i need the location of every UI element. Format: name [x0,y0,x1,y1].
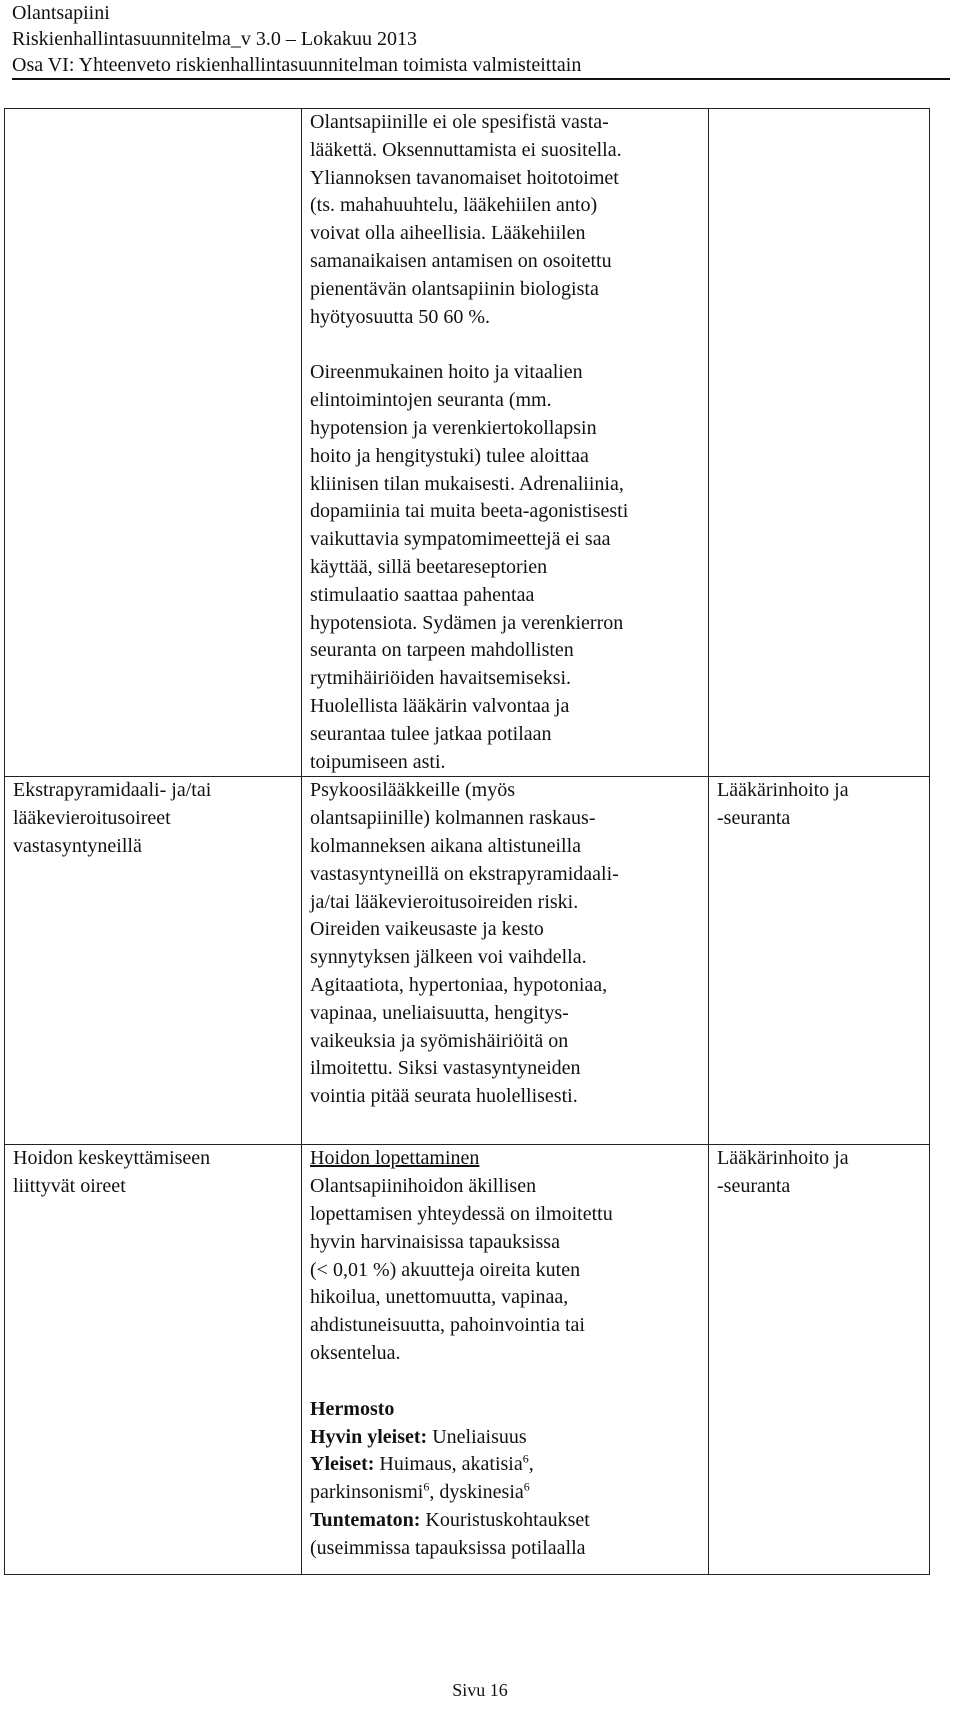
frequency-line: Hyvin yleiset: Uneliaisuus [310,1425,527,1448]
table-row [5,1145,930,1575]
text-line: olantsapiinille) kolmannen raskaus- [310,807,596,830]
text-line: käyttää, sillä beetareseptorien [310,555,548,578]
text-line: kolmanneksen aikana altistuneilla [310,834,582,857]
text-line: vapinaa, uneliaisuutta, hengitys- [310,1001,569,1024]
text-line: Hoidon keskeyttämiseen [13,1147,211,1170]
text-line: oksentelua. [310,1341,401,1364]
responsibility-cell [709,1145,930,1575]
text-line: hypotensiota. Sydämen ja verenkierron [310,611,624,634]
measures-cell [302,777,709,1145]
text-line: synnytyksen jälkeen voi vaihdella. [310,946,587,969]
document-title: Olantsapiini [12,2,110,24]
text-line: Ekstrapyramidaali- ja/tai [13,779,212,802]
table-row [5,109,930,777]
text-line: -seuranta [717,1175,791,1198]
paragraph [310,109,700,331]
text-line: Olantsapiinille ei ole spesifistä vasta- [310,111,609,133]
text-line: ahdistuneisuutta, pahoinvointia tai [310,1314,585,1337]
table-row [5,777,930,1145]
text-line: lääkevieroitusoireet [13,807,171,830]
text-line: Agitaatiota, hypertoniaa, hypotoniaa, [310,973,608,996]
text-line: vointia pitää seurata huolellisesti. [310,1085,578,1108]
text-line: ja/tai lääkevieroitusoireiden riski. [310,890,579,913]
section-heading: Hoidon lopettaminen [310,1147,480,1170]
header-rule [12,78,950,80]
frequency-line: Yleiset: Huimaus, akatisia$^6$, [310,1451,534,1476]
section-title: Osa VI: Yhteenveto riskienhallintasuunnitelman toimista valmisteittain [12,54,582,76]
text-line: seuranta on tarpeen mahdollisten [310,639,574,662]
risk-cell [5,109,302,777]
text-line: vaikeuksia ja syömishäiriöitä on [310,1029,569,1052]
text-line: hikoilua, unettomuutta, vapinaa, [310,1286,569,1309]
paragraph [310,359,700,776]
text-line: lääkettä. Oksennuttamista ei suositella. [310,138,622,161]
text-line: hyvin harvinaisissa tapauksissa [310,1230,560,1253]
text-line: samanaikaisen antamisen on osoitettu [310,249,612,272]
risk-cell [5,777,302,1145]
text-line: toipumiseen asti. [310,750,446,773]
text-line: Yliannoksen tavanomaiset hoitotoimet [310,166,619,189]
page-number: Sivu 16 [452,1680,508,1700]
text-line: vastasyntyneillä on ekstrapyramidaali- [310,862,619,885]
frequency-line: parkinsonismi$^6$, dyskinesia$^6$ [310,1479,530,1504]
text-line: Psykoosilääkkeille (myös [310,779,515,802]
text-line: voivat olla aiheellisia. Lääkehiilen [310,222,586,245]
text-line: ilmoitettu. Siksi vastasyntyneiden [310,1057,581,1080]
text-line: Oireiden vaikeusaste ja kesto [310,918,544,941]
text-line: -seuranta [717,807,791,830]
text-line: Oireenmukainen hoito ja vitaalien [310,361,583,384]
page-header [12,0,950,78]
text-line: kliinisen tilan mukaisesti. Adrenaliinia, [310,472,624,495]
measures-cell [302,1145,709,1575]
measures-cell [302,109,709,777]
text-line: Lääkärinhoito ja [717,779,849,802]
text-line: (< 0,01 %) akuutteja oireita kuten [310,1258,581,1281]
document-version: Riskienhallintasuunnitelma_v 3.0 – Lokakuu 2013 [12,28,417,50]
text-line: (useimmissa tapauksissa potilaalla [310,1536,586,1559]
text-line: hoito ja hengitystuki) tulee aloittaa [310,444,589,467]
text-line: Lääkärinhoito ja [717,1147,849,1170]
text-line: hypotension ja verenkiertokollapsin [310,416,597,439]
text-line: rytmihäiriöiden havaitsemiseksi. [310,667,572,690]
text-line: seurantaa tulee jatkaa potilaan [310,722,552,745]
text-line: vaikuttavia sympatomimeettejä ei saa [310,528,611,551]
frequency-line: Tuntematon: Kouristuskohtaukset [310,1508,590,1531]
text-line: (ts. mahahuuhtelu, lääkehiilen anto) [310,194,598,217]
risk-table [4,108,930,1575]
risk-cell [5,1145,302,1575]
responsibility-cell [709,109,930,777]
text-line: stimulaatio saattaa pahentaa [310,583,535,606]
section-title: Hermosto [310,1397,395,1420]
text-line: Olantsapiinihoidon äkillisen [310,1175,537,1198]
text-line: vastasyntyneillä [13,834,142,857]
text-line: hyötyosuutta 50 60 %. [310,305,490,328]
responsibility-cell [709,777,930,1145]
text-line: dopamiinia tai muita beeta-agonistisesti [310,500,629,523]
text-line: elintoimintojen seuranta (mm. [310,389,552,412]
text-line: pienentävän olantsapiinin biologista [310,277,599,300]
text-line: lopettamisen yhteydessä on ilmoitettu [310,1202,613,1225]
text-line: liittyvät oireet [13,1175,126,1198]
text-line: Huolellista lääkärin valvontaa ja [310,694,570,717]
